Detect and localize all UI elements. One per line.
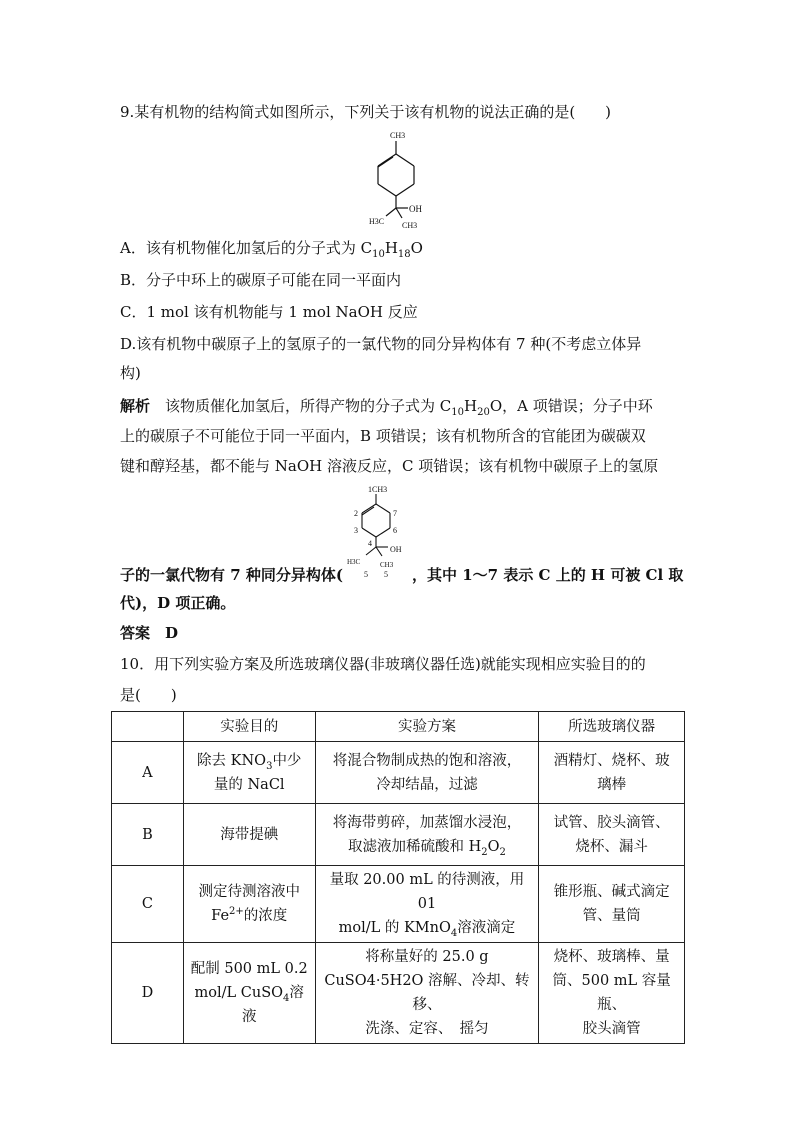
- mol2-c5b-label: 5: [384, 570, 388, 579]
- q9-analysis-line3: 键和醇羟基，都不能与 NaOH 溶液反应，C 项错误；该有机物中碳原子上的氢原: [120, 457, 659, 475]
- q9-option-b: B．分子中环上的碳原子可能在同一平面内: [120, 271, 402, 289]
- q9-analysis-line1: 解析 该物质催化加氢后，所得产物的分子式为 $C_{10}H_{20}O$，A 项错误；分子中环: [120, 397, 653, 418]
- mol2-ch3-label: CH3: [380, 561, 394, 569]
- mol2-c1-label: 1CH3: [368, 485, 388, 494]
- row-purpose: 除去 $KNO_3$中少 量的 NaCl: [183, 742, 315, 804]
- mol2-h3c-label: H3C: [347, 558, 361, 566]
- table-header-cell: 所选玻璃仪器: [539, 712, 685, 742]
- mol1-ch3-label: CH3: [390, 131, 406, 140]
- q9-analysis-line4-right: ，其中 1～7 表示 C 上的 H 可被 Cl 取: [412, 566, 684, 584]
- mol1-oh-label: OH: [409, 204, 422, 214]
- q9-analysis-line2: 上的碳原子不可能位于同一平面内，B 项错误；该有机物所含的官能团为碳碳双: [120, 427, 646, 445]
- mol2-c4-label: 4: [368, 539, 372, 548]
- row-label: A: [112, 742, 184, 804]
- row-plan: 量取 20.00 mL 的待测液，用 01 mol/L 的 KMnO$_4$溶液滴定: [315, 866, 539, 943]
- row-plan: 将称量好的 25.0 g CuSO4·5H2O 溶解、冷却、转移、 洗涤、定容、 摇匀: [315, 943, 539, 1044]
- q10-stem-line1: 10．用下列实验方案及所选玻璃仪器(非玻璃仪器任选)就能实现相应实验目的的: [120, 655, 646, 673]
- mol1-ch3b-label: CH3: [402, 221, 418, 230]
- row-purpose: 测定待测溶液中 $Fe^{2+}$的浓度: [183, 866, 315, 943]
- table-header-row: [112, 712, 685, 742]
- mol2-c2-label: 2: [354, 509, 358, 518]
- analysis-label: 解析: [120, 397, 151, 415]
- molecule-structure-1: [360, 126, 440, 232]
- molecule-structure-2: [344, 482, 410, 580]
- table-header-cell: 实验目的: [183, 712, 315, 742]
- q10-stem-line2: 是( ): [120, 686, 177, 704]
- q9-analysis-line5: 代)，D 项正确。: [120, 594, 236, 612]
- table-row: [112, 742, 685, 804]
- row-instruments: 烧杯、玻璃棒、量 筒、500 mL 容量瓶、 胶头滴管: [539, 943, 685, 1044]
- mol2-c7-label: 7: [393, 509, 397, 518]
- row-instruments: 试管、胶头滴管、 烧杯、漏斗: [539, 804, 685, 866]
- q9-option-d-line1: D.该有机物中碳原子上的氢原子的一氯代物的同分异构体有 7 种(不考虑立体异: [120, 335, 642, 353]
- mol1-h3c-label: H3C: [369, 217, 385, 226]
- row-label: C: [112, 866, 184, 943]
- row-instruments: 锥形瓶、碱式滴定 管、量筒: [539, 866, 685, 943]
- q9-analysis-line4-left: 子的一氯代物有 7 种同分异构体(: [120, 566, 343, 584]
- row-plan: 将海带剪碎，加蒸馏水浸泡， 取滤液加稀硫酸和 $H_2O_2$: [315, 804, 539, 866]
- mol2-c6-label: 6: [393, 526, 397, 535]
- row-instruments: 酒精灯、烧杯、玻 璃棒: [539, 742, 685, 804]
- row-plan: 将混合物制成热的饱和溶液， 冷却结晶，过滤: [315, 742, 539, 804]
- table-header-cell: [112, 712, 184, 742]
- row-purpose: 配制 500 mL 0.2 mol/L CuSO$_4$溶 液: [183, 943, 315, 1044]
- row-purpose: 海带提碘: [183, 804, 315, 866]
- row-label: B: [112, 804, 184, 866]
- table-row: [112, 866, 685, 943]
- table-row: [112, 804, 685, 866]
- q9-stem: 9.某有机物的结构简式如图所示，下列关于该有机物的说法正确的是( ): [120, 103, 612, 121]
- mol2-c3-label: 3: [354, 526, 358, 535]
- q9-option-c: C．1 mol 该有机物能与 1 mol NaOH 反应: [120, 303, 418, 321]
- q9-answer: 答案 D: [120, 624, 179, 642]
- q9-option-d-line2: 构): [120, 364, 141, 382]
- mol2-c5a-label: 5: [364, 570, 368, 579]
- row-label: D: [112, 943, 184, 1044]
- mol2-oh-label: OH: [390, 545, 402, 554]
- table-row: [112, 943, 685, 1044]
- experiment-table: [111, 711, 685, 1044]
- q9-option-a: A．该有机物催化加氢后的分子式为 $C_{10}H_{18}O$: [120, 239, 423, 260]
- table-header-cell: 实验方案: [315, 712, 539, 742]
